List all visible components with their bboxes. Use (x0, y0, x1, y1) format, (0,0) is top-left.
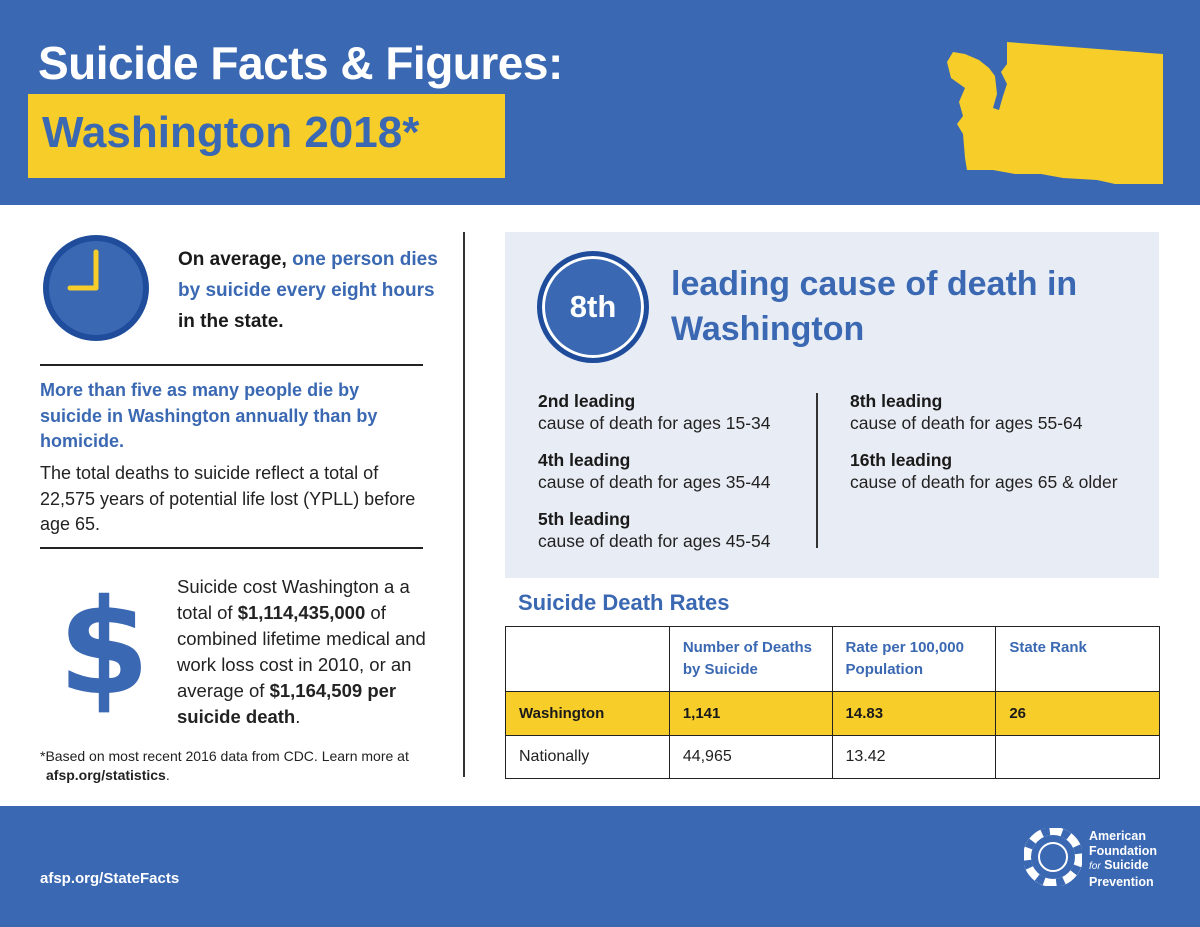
rank-badge (537, 251, 649, 363)
cost-average-tail: per suicide death (177, 680, 397, 727)
table-cell: 44,965 (669, 736, 832, 779)
cost-part2: of combined lifetime medical and work loss cost in 2010, or an average of (177, 602, 426, 701)
table-row (506, 692, 1160, 736)
footnote-text: *Based on most recent 2016 data from CDC. Learn more at (40, 748, 409, 764)
footer-banner (0, 806, 1200, 927)
table-header: State Rank (996, 627, 1160, 692)
table-header: Rate per 100,000 Population (832, 627, 996, 692)
org-name-line: Prevention (1089, 874, 1154, 889)
table-header-row (506, 627, 1160, 692)
age-rank-desc: cause of death for ages 55-64 (850, 413, 1083, 433)
age-rank-item (538, 449, 838, 493)
leading-cause-title: leading cause of death in Washington (671, 265, 1078, 348)
table-cell: Washington (506, 692, 670, 736)
age-rank-desc: cause of death for ages 35-44 (538, 472, 771, 492)
table-cell: Nationally (506, 736, 670, 779)
footer-link[interactable]: afsp.org/StateFacts (40, 870, 180, 887)
cost-amount: $1,114,435,000 (237, 602, 366, 623)
page-title: Suicide Facts & Figures: (38, 37, 563, 89)
footnote-link[interactable]: afsp.org/statistics (46, 767, 166, 783)
table-cell: 1,141 (669, 692, 832, 736)
age-rank-item (850, 390, 1150, 434)
divider-line (40, 364, 423, 366)
panel-divider (816, 393, 818, 548)
age-rank-item (538, 508, 838, 552)
table-header (506, 627, 670, 692)
clock-icon (40, 232, 152, 344)
org-name-line (1089, 858, 1199, 875)
avg-highlight: one person dies by suicide every eight hours (178, 249, 438, 301)
subtitle-box (28, 94, 505, 178)
rates-title: Suicide Death Rates (518, 590, 730, 615)
org-name-line: Foundation (1089, 843, 1158, 858)
table-header: Number of Deaths by Suicide (669, 627, 832, 692)
footnote (40, 747, 440, 785)
table-cell: 13.42 (832, 736, 996, 779)
age-rank-desc: cause of death for ages 15-34 (538, 413, 771, 433)
avg-lead: On average, (178, 249, 293, 270)
page-subtitle: Washington 2018* (42, 108, 420, 157)
org-name-for: for (1089, 861, 1101, 872)
age-rank-item (538, 390, 838, 434)
age-rank-title: 4th leading (538, 450, 631, 470)
average-death-statement (178, 244, 448, 337)
cost-statement (177, 574, 437, 730)
cost-end: . (295, 706, 301, 727)
divider-line (40, 547, 423, 549)
dollar-icon: $ (58, 571, 150, 725)
column-divider (463, 232, 465, 777)
org-name (1089, 829, 1199, 889)
table-cell: 14.83 (832, 692, 996, 736)
age-rank-title: 5th leading (538, 509, 631, 529)
age-rank-title: 2nd leading (538, 391, 636, 411)
age-rank-item (850, 449, 1150, 493)
age-rank-desc: cause of death for ages 45-54 (538, 531, 771, 551)
homicide-comparison: More than five as many people die by suicide in Washington annually than by homicide. (40, 380, 378, 451)
age-rank-desc: cause of death for ages 65 & older (850, 472, 1118, 492)
footnote-end: . (165, 767, 170, 783)
cost-average: $1,164,509 (269, 680, 363, 701)
lifebuoy-logo-icon (1024, 828, 1082, 886)
ypll-statement: The total deaths to suicide reflect a total of 22,575 years of potential life lost (YPLL) before age 65. (40, 463, 416, 534)
table-cell: 26 (996, 692, 1160, 736)
washington-state-icon (945, 38, 1165, 186)
table-cell (996, 736, 1160, 779)
org-name-suicide: Suicide (1104, 858, 1149, 872)
cost-part1: Suicide cost Washington a a total of (177, 576, 410, 623)
age-rank-title: 8th leading (850, 391, 943, 411)
org-name-line: American (1089, 829, 1146, 843)
avg-tail: in the state. (178, 311, 284, 332)
age-rank-title: 16th leading (850, 450, 953, 470)
rates-table (505, 626, 1160, 779)
table-row (506, 736, 1160, 779)
rank-value: 8th (569, 289, 617, 324)
